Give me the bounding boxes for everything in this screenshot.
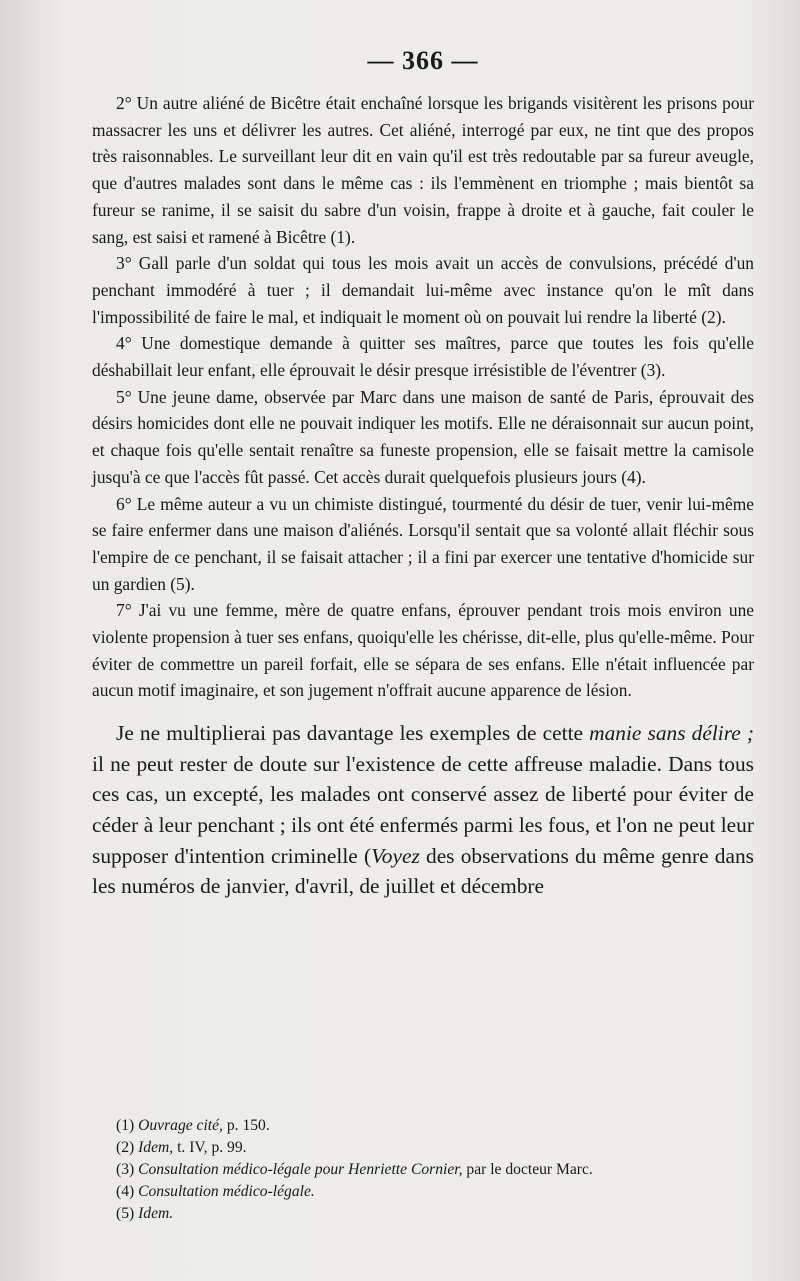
footnote xyxy=(116,1203,593,1225)
paragraph-case-7: 7° J'ai vu une femme, mère de quatre enfans, éprouver pendant trois mois environ une violente propension à tuer ses enfans, quoiqu'elle les chérisse, dit-elle, plus qu'elle-même. Pour éviter de commettre un pareil forfait, elle se sépara de ses enfans. Elle n'était influencée par aucun motif imaginaire, et son jugement n'offrait aucune apparence de lésion. xyxy=(92,600,754,701)
page-number: — 366 — xyxy=(367,46,479,75)
paragraph-case-5: 5° Une jeune dame, observée par Marc dans une maison de santé de Paris, éprouvait des désirs homicides dont elle ne pouvait indiquer les motifs. Elle ne déraisonnait sur aucun point, et chaque fois qu'elle sentait renaître sa funeste propension, elle se faisait mettre la camisole jusqu'à ce que l'accès fût passé. Cet accès durait quelquefois plusieurs jours (4). xyxy=(92,386,754,487)
footnote xyxy=(116,1137,593,1159)
footnote-number: (2) xyxy=(116,1139,139,1156)
footnote-number: (3) xyxy=(116,1161,139,1178)
footnote xyxy=(116,1181,593,1203)
footnote-source: Consultation médico-légale. xyxy=(138,1183,315,1200)
footnotes xyxy=(116,1115,593,1225)
footnote-number: (1) xyxy=(116,1117,139,1134)
footnote-ref: t. IV, p. 99. xyxy=(173,1139,247,1156)
footnote xyxy=(116,1159,593,1181)
closing-text-1: Je ne multiplierai pas davantage les exemples de cette xyxy=(116,721,590,746)
paragraph-case-6: 6° Le même auteur a vu un chimiste distingué, tourmenté du désir de tuer, venir lui-même se faire enfermer dans une maison d'aliénés. Lorsqu'il sentait que sa volonté allait fléchir sous l'empire de ce penchant, il se faisait attacher ; il a fini par exercer une tentative d'homicide sur un gardien (5). xyxy=(92,493,754,594)
footnote-source: Idem. xyxy=(138,1205,174,1222)
closing-italic-1: manie sans délire ; xyxy=(589,721,754,746)
footnote-ref: par le docteur Marc. xyxy=(462,1161,593,1178)
closing-text-3: des observations du même genre dans les numéros de janvier, d'avril, de juillet et décembre xyxy=(92,843,755,899)
footnote-source: Idem, xyxy=(138,1139,174,1156)
closing-text-2: il ne peut rester de doute sur l'existence de cette affreuse maladie. Dans tous ces cas, un excepté, les malades ont conservé assez de liberté pour éviter de céder à leur penchant ; ils ont été enfermés parmi les fous, et l'on ne peut leur supposer d'intention criminelle ( xyxy=(92,751,754,868)
footnote-ref: p. 150. xyxy=(222,1117,270,1134)
paragraph-case-4: 4° Une domestique demande à quitter ses maîtres, parce que toutes les fois qu'elle déshabillait leur enfant, elle éprouvait le désir presque irrésistible de l'éventrer (3). xyxy=(92,333,754,381)
footnote-number: (5) xyxy=(116,1205,139,1222)
footnote-source: Ouvrage cité, xyxy=(138,1117,223,1134)
paragraph-case-2: 2° Un autre aliéné de Bicêtre était enchaîné lorsque les brigands visitèrent les prisons pour massacrer les uns et délivrer les autres. Cet aliéné, interrogé par eux, ne tint que des propos très raisonnables. Le surveillant leur dit en vain qu'il est très redoutable par sa fureur aveugle, que d'autres malades sont dans le même cas : ils l'emmènent en triomphe ; mais bientôt sa fureur se ranime, il se saisit du sabre d'un voisin, frappe à droite et à gauche, fait couler le sang, est saisi et ramené à Bicêtre (1). xyxy=(92,93,754,247)
closing-italic-2: Voyez xyxy=(371,843,420,868)
footnote xyxy=(116,1115,593,1137)
footnote-number: (4) xyxy=(116,1183,139,1200)
paragraph-case-3: 3° Gall parle d'un soldat qui tous les mois avait un accès de convulsions, précédé d'un penchant immodéré à tuer ; il demandait lui-même avec instance qu'on le mît dans l'impossibilité de faire le mal, et indiquait le moment où on pouvait lui rendre la liberté (2). xyxy=(92,253,754,327)
footnote-source: Consultation médico-légale pour Henriette Cornier, xyxy=(138,1161,463,1178)
closing-paragraph xyxy=(92,718,754,902)
